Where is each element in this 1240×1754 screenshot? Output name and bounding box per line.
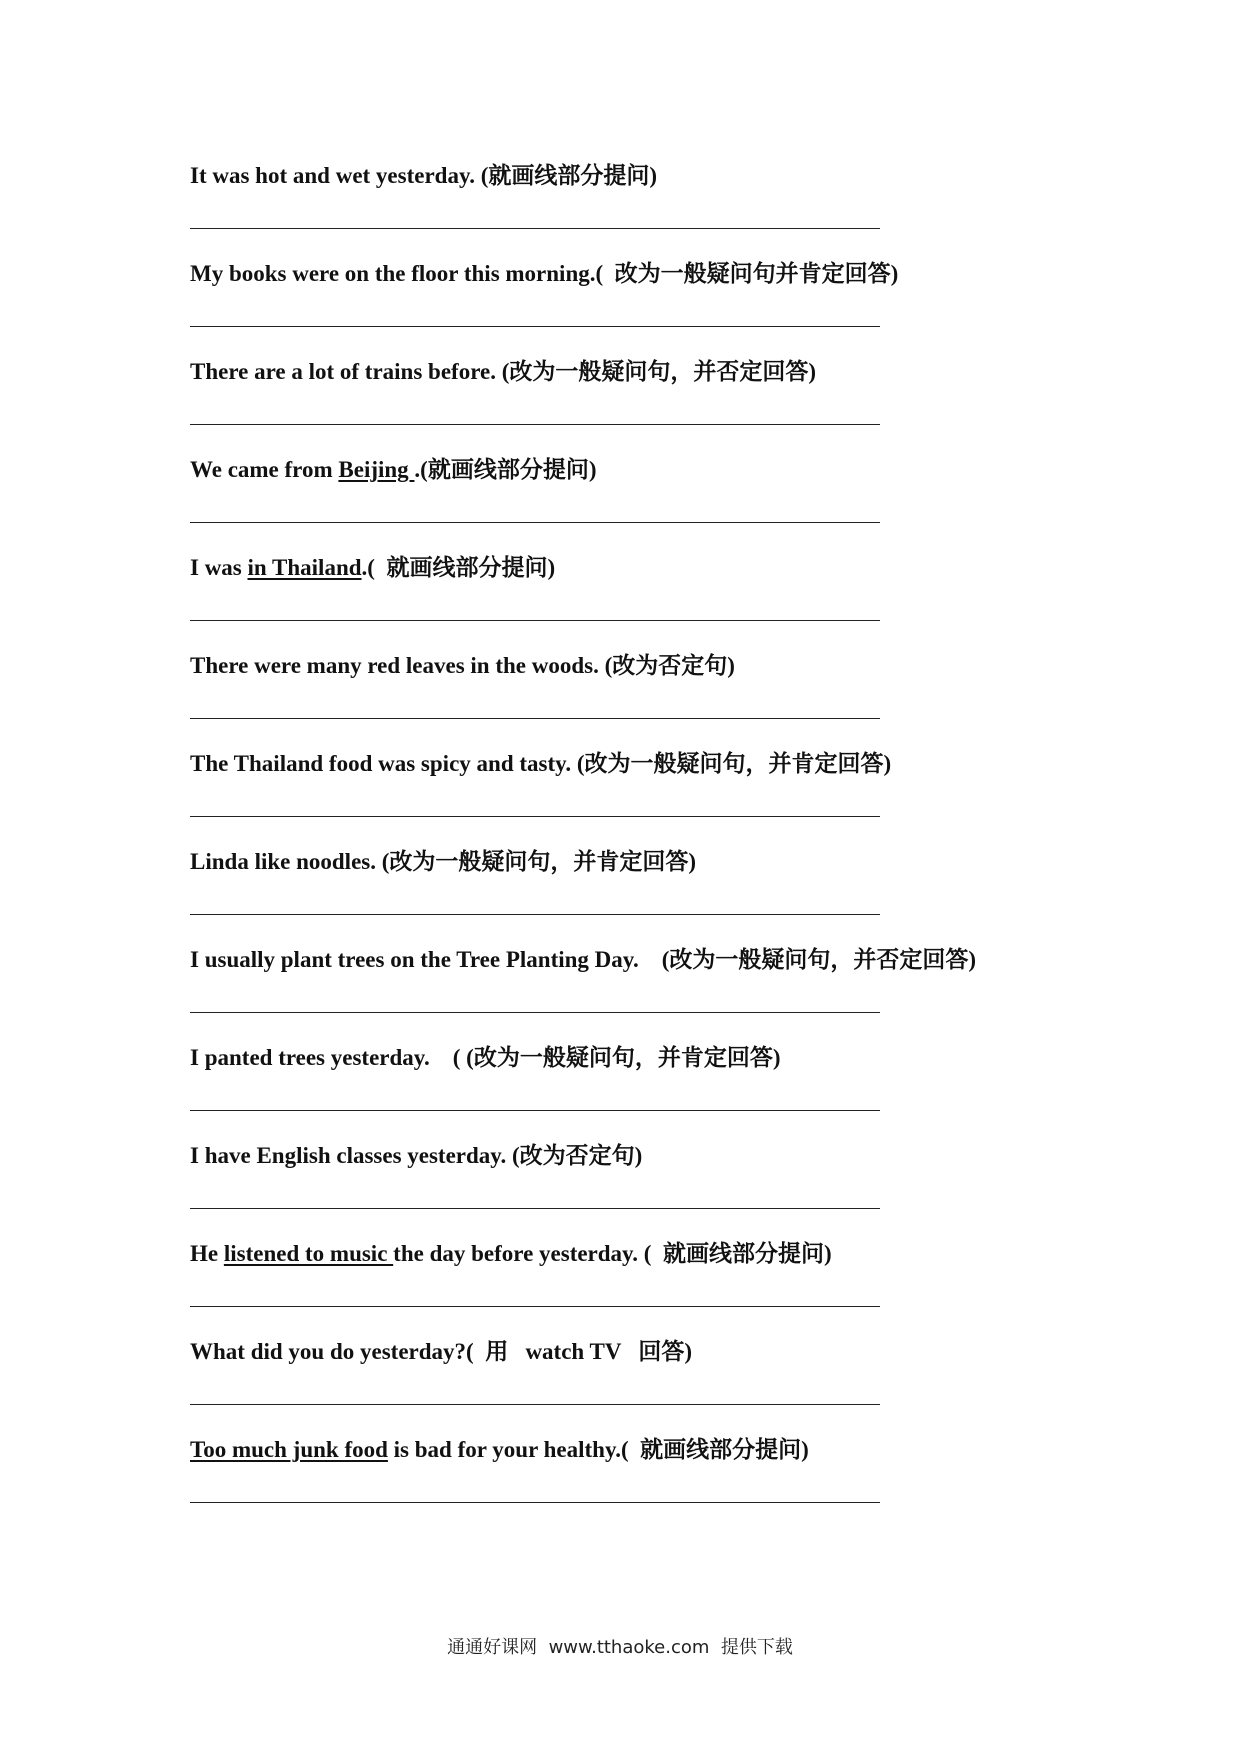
exercise-question <box>190 1336 692 1368</box>
question-text: The Thailand food was spicy and tasty. (改为一般疑问句，并肯定回答) <box>190 751 892 776</box>
question-text: He <box>190 1241 224 1266</box>
answer-line[interactable] <box>190 1110 880 1111</box>
answer-line[interactable] <box>190 718 880 719</box>
exercise-question <box>190 454 597 486</box>
answer-line[interactable] <box>190 1404 880 1405</box>
exercise-item <box>190 160 1190 258</box>
question-text: I panted trees yesterday. ( (改为一般疑问句，并肯定回答) <box>190 1045 781 1070</box>
exercise-item <box>190 944 1190 1042</box>
exercise-question <box>190 258 898 290</box>
question-text: What did you do yesterday?( 用 watch TV 回答) <box>190 1339 692 1364</box>
exercise-item <box>190 846 1190 944</box>
question-text: I was <box>190 555 248 580</box>
answer-line[interactable] <box>190 1502 880 1503</box>
exercise-question <box>190 944 976 976</box>
question-text: the day before yesterday. ( 就画线部分提问) <box>393 1241 832 1266</box>
exercise-question <box>190 1238 832 1270</box>
answer-line[interactable] <box>190 914 880 915</box>
question-text: .(就画线部分提问) <box>414 457 597 482</box>
exercise-item <box>190 454 1190 552</box>
answer-line[interactable] <box>190 1306 880 1307</box>
underlined-text: Too much junk food <box>190 1437 388 1462</box>
answer-line[interactable] <box>190 424 880 425</box>
question-text: .( 就画线部分提问) <box>361 555 556 580</box>
underlined-text: listened to music <box>223 1241 394 1266</box>
answer-line[interactable] <box>190 228 880 229</box>
question-text: There are a lot of trains before. (改为一般疑问句，并否定回答) <box>190 359 817 384</box>
question-text: Linda like noodles. (改为一般疑问句，并肯定回答) <box>190 849 697 874</box>
question-text: My books were on the floor this morning.( 改为一般疑问句并肯定回答) <box>190 261 899 286</box>
exercise-item <box>190 1238 1190 1336</box>
exercise-item <box>190 1336 1190 1434</box>
question-text: I have English classes yesterday. (改为否定句) <box>190 1143 643 1168</box>
exercise-item <box>190 1434 1190 1532</box>
exercise-item <box>190 356 1190 454</box>
exercise-item <box>190 552 1190 650</box>
exercise-question <box>190 846 696 878</box>
answer-line[interactable] <box>190 1012 880 1013</box>
question-text: is bad for your healthy.( 就画线部分提问) <box>387 1437 809 1462</box>
exercise-question <box>190 650 735 682</box>
exercise-question <box>190 356 816 388</box>
question-text: I usually plant trees on the Tree Planting Day. (改为一般疑问句，并否定回答) <box>190 947 977 972</box>
exercise-item <box>190 1042 1190 1140</box>
question-text: It was hot and wet yesterday. (就画线部分提问) <box>190 163 658 188</box>
underlined-text: Beijing <box>338 457 415 482</box>
exercise-question <box>190 1042 781 1074</box>
answer-line[interactable] <box>190 816 880 817</box>
exercise-item <box>190 748 1190 846</box>
question-text: There were many red leaves in the woods. (改为否定句) <box>190 653 735 678</box>
exercise-item <box>190 258 1190 356</box>
exercise-item <box>190 1140 1190 1238</box>
answer-line[interactable] <box>190 522 880 523</box>
footer-credit: 通通好课网 www.tthaoke.com 提供下载 <box>447 1637 793 1658</box>
exercise-question <box>190 748 891 780</box>
underlined-text: in Thailand <box>247 555 362 580</box>
exercise-question <box>190 160 657 192</box>
answer-line[interactable] <box>190 620 880 621</box>
exercise-question <box>190 1140 642 1172</box>
exercise-question <box>190 1434 809 1466</box>
exercise-list <box>190 160 1190 1532</box>
answer-line[interactable] <box>190 326 880 327</box>
answer-line[interactable] <box>190 1208 880 1209</box>
exercise-question <box>190 552 555 584</box>
exercise-item <box>190 650 1190 748</box>
question-text: We came from <box>190 457 339 482</box>
